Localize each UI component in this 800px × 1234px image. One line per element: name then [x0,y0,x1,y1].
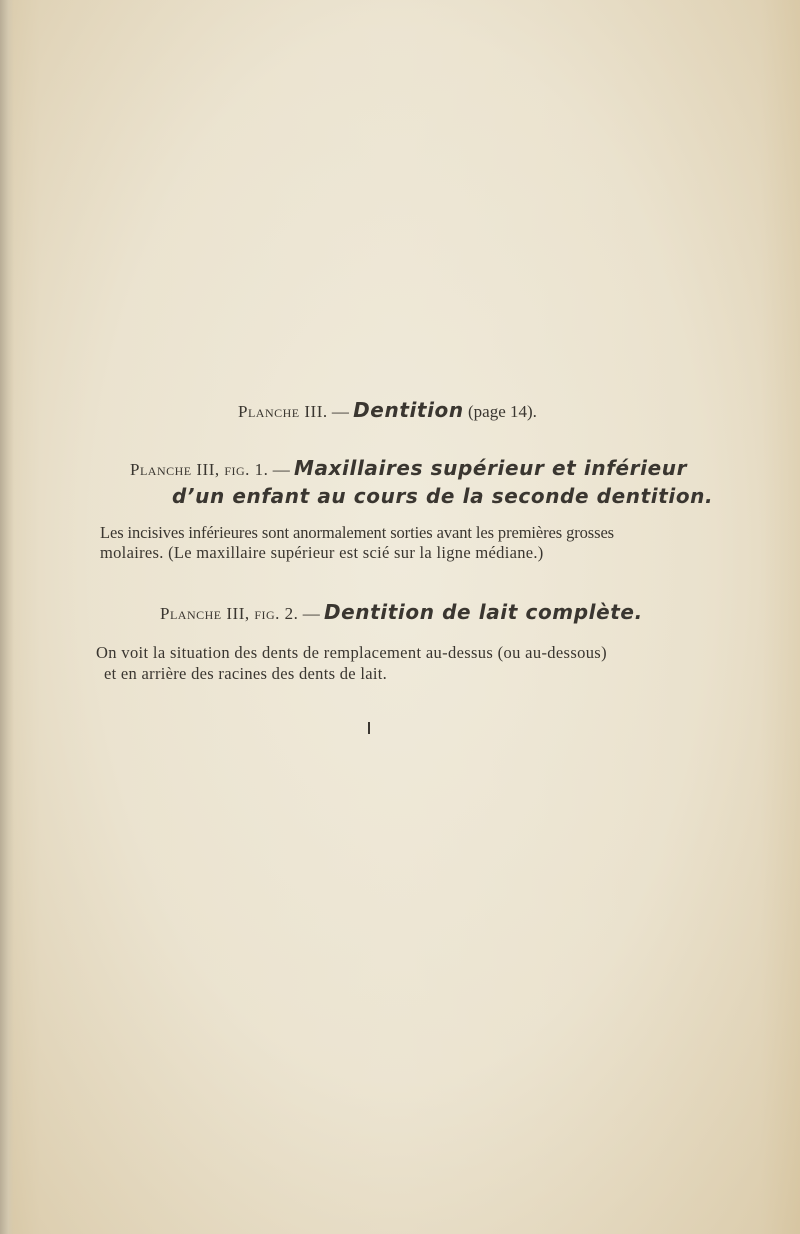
plate-heading-label: Planche III. [238,402,328,421]
figure-2-label: Planche III, fig. 2. [160,604,299,623]
figure-1-caption-line2: molaires. (Le maxillaire supérieur est scié sur la ligne médiane.) [100,543,544,562]
page-binding-edge [0,0,14,1234]
figure-1-caption-line1: Les incisives inférieures sont anormalement sorties avant les premières grosses [100,523,614,542]
page-mark [368,722,370,734]
figure-2-title [160,600,643,624]
figure-1-title-line1 [130,456,687,480]
figure-2-caption-line1: On voit la situation des dents de remplacement au-dessus (ou au-dessous) [96,643,607,662]
plate-heading [238,398,537,422]
figure-2-caption-line2: et en arrière des racines des dents de lait. [104,664,388,683]
figure-2-dash: — [298,604,324,623]
figure-2-title-text: Dentition de lait complète. [323,600,643,624]
figure-1-dash: — [268,460,294,479]
figure-1-title-line2: d’un enfant au cours de la seconde dentition. [172,484,714,508]
figure-1-label: Planche III, fig. 1. [130,460,269,479]
plate-heading-page-ref: (page 14). [463,402,537,421]
figure-1-title-part1: Maxillaires supérieur et inférieur [293,456,688,480]
plate-heading-dash: — [327,402,354,421]
plate-heading-title: Dentition [353,398,464,422]
